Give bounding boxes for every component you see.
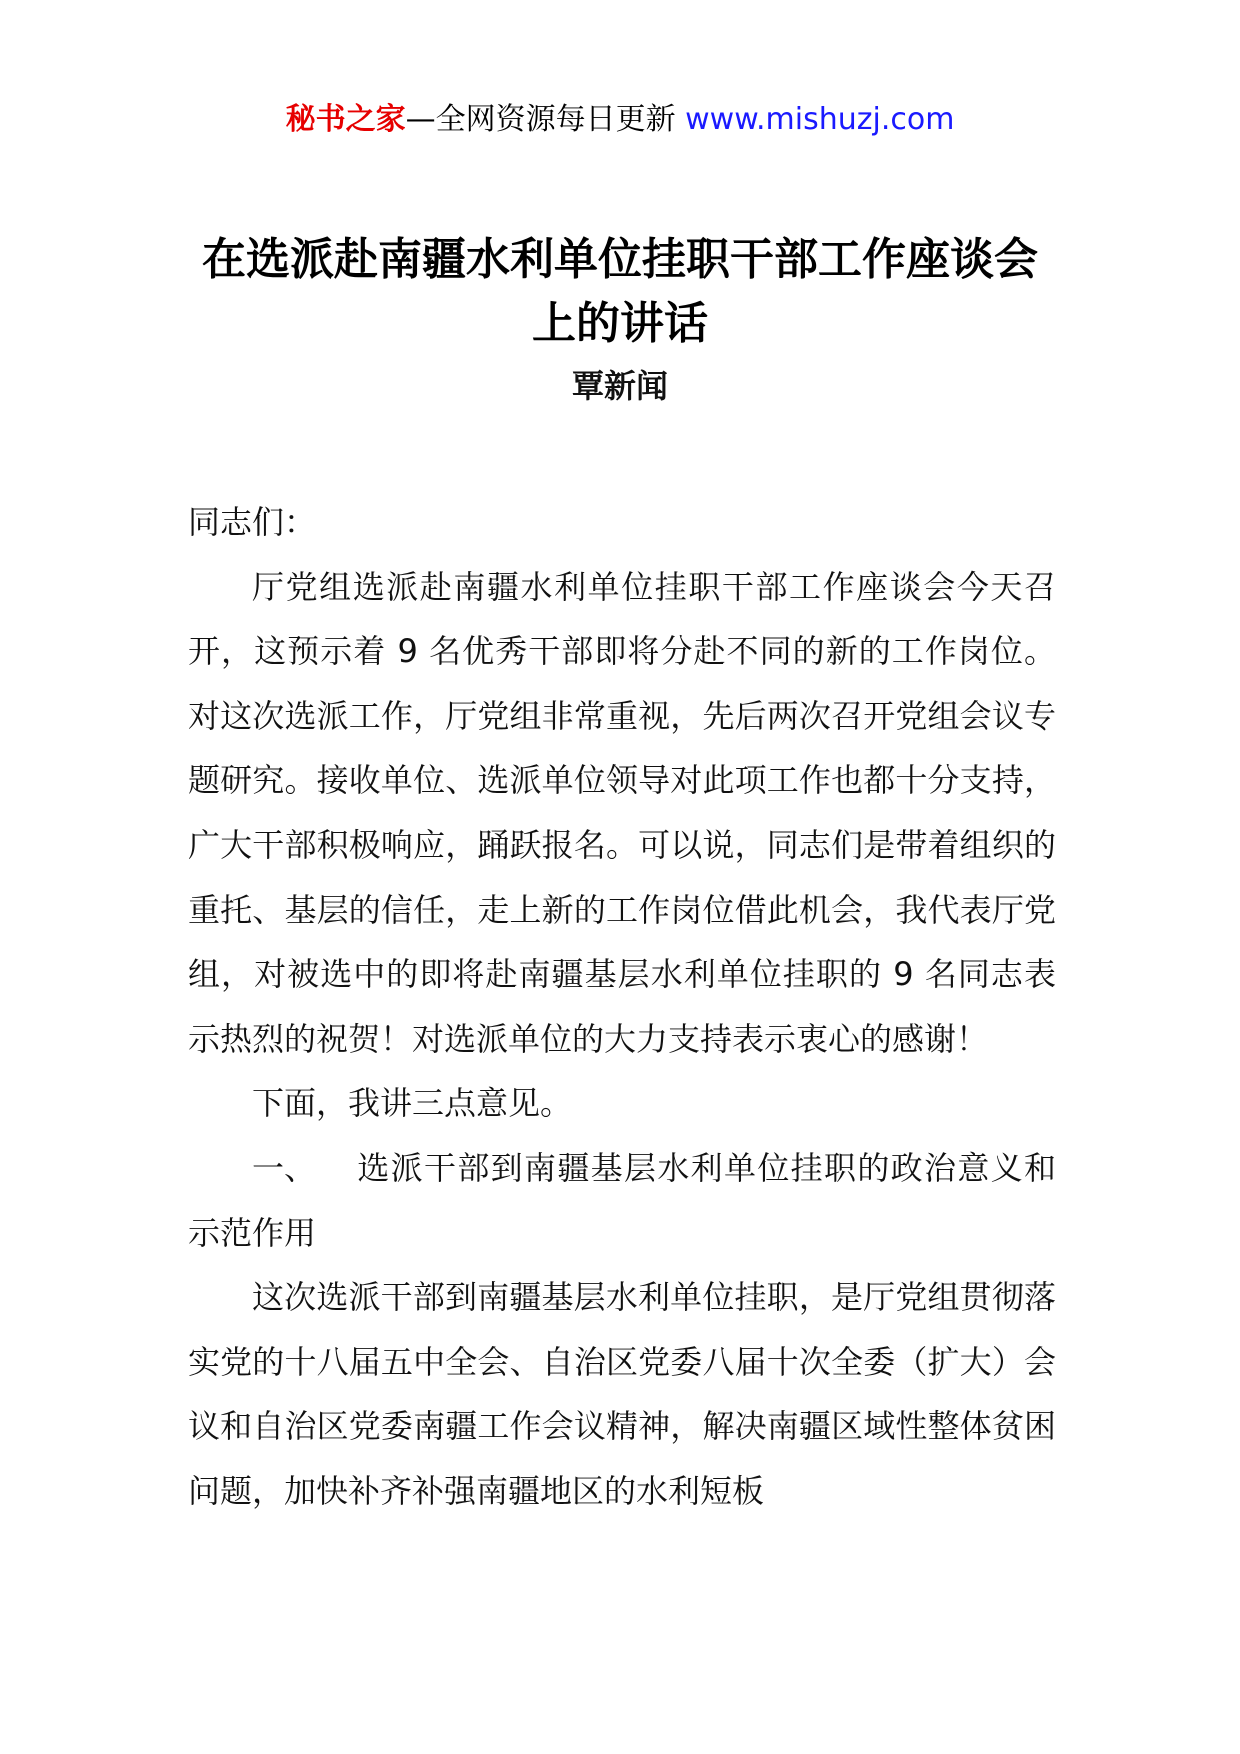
salutation: 同志们： bbox=[188, 503, 317, 541]
section-heading bbox=[188, 1136, 1056, 1265]
site-url-link[interactable]: www.mishuzj.com bbox=[685, 102, 955, 137]
body-paragraph: 厅党组选派赴南疆水利单位挂职干部工作座谈会今天召开，这预示着 9 名优秀干部即将分赴不同的新的工作岗位。对这次选派工作，厅党组非常重视，先后两次召开党组会议专题研究。接收单位、选派单位领导对此项工作也都十分支持，广大干部积极响应，踊跃报名。可以说，同志们是带着组织的重托、基层的信任，走上新的工作岗位借此机会，我代表厅党组，对被选中的即将赴南疆基层水利单位挂职的 9 名同志表示热烈的祝贺！对选派单位的大力支持表示衷心的感谢！ bbox=[188, 567, 1056, 1058]
brand-name: 秘书之家 bbox=[285, 102, 406, 137]
body-paragraph: 这次选派干部到南疆基层水利单位挂职，是厅党组贯彻落实党的十八届五中全会、自治区党委八届十次全委（扩大）会议和自治区党委南疆工作会议精神，解决南疆区域性整体贫困问题，加快补齐补强南疆地区的水利短板 bbox=[188, 1278, 1056, 1510]
section-number: 一、 bbox=[252, 1148, 317, 1187]
site-header bbox=[0, 100, 1240, 140]
document-title: 在选派赴南疆水利单位挂职干部工作座谈会上的讲话 bbox=[202, 234, 1038, 349]
document-body bbox=[188, 490, 1056, 1524]
site-tagline: —全网资源每日更新 bbox=[405, 102, 676, 137]
document-author: 覃新闻 bbox=[571, 367, 668, 405]
body-paragraph: 下面，我讲三点意见。 bbox=[252, 1084, 573, 1123]
section-title: 选派干部到南疆基层水利单位挂职的政治意义和示范作用 bbox=[188, 1148, 1056, 1252]
